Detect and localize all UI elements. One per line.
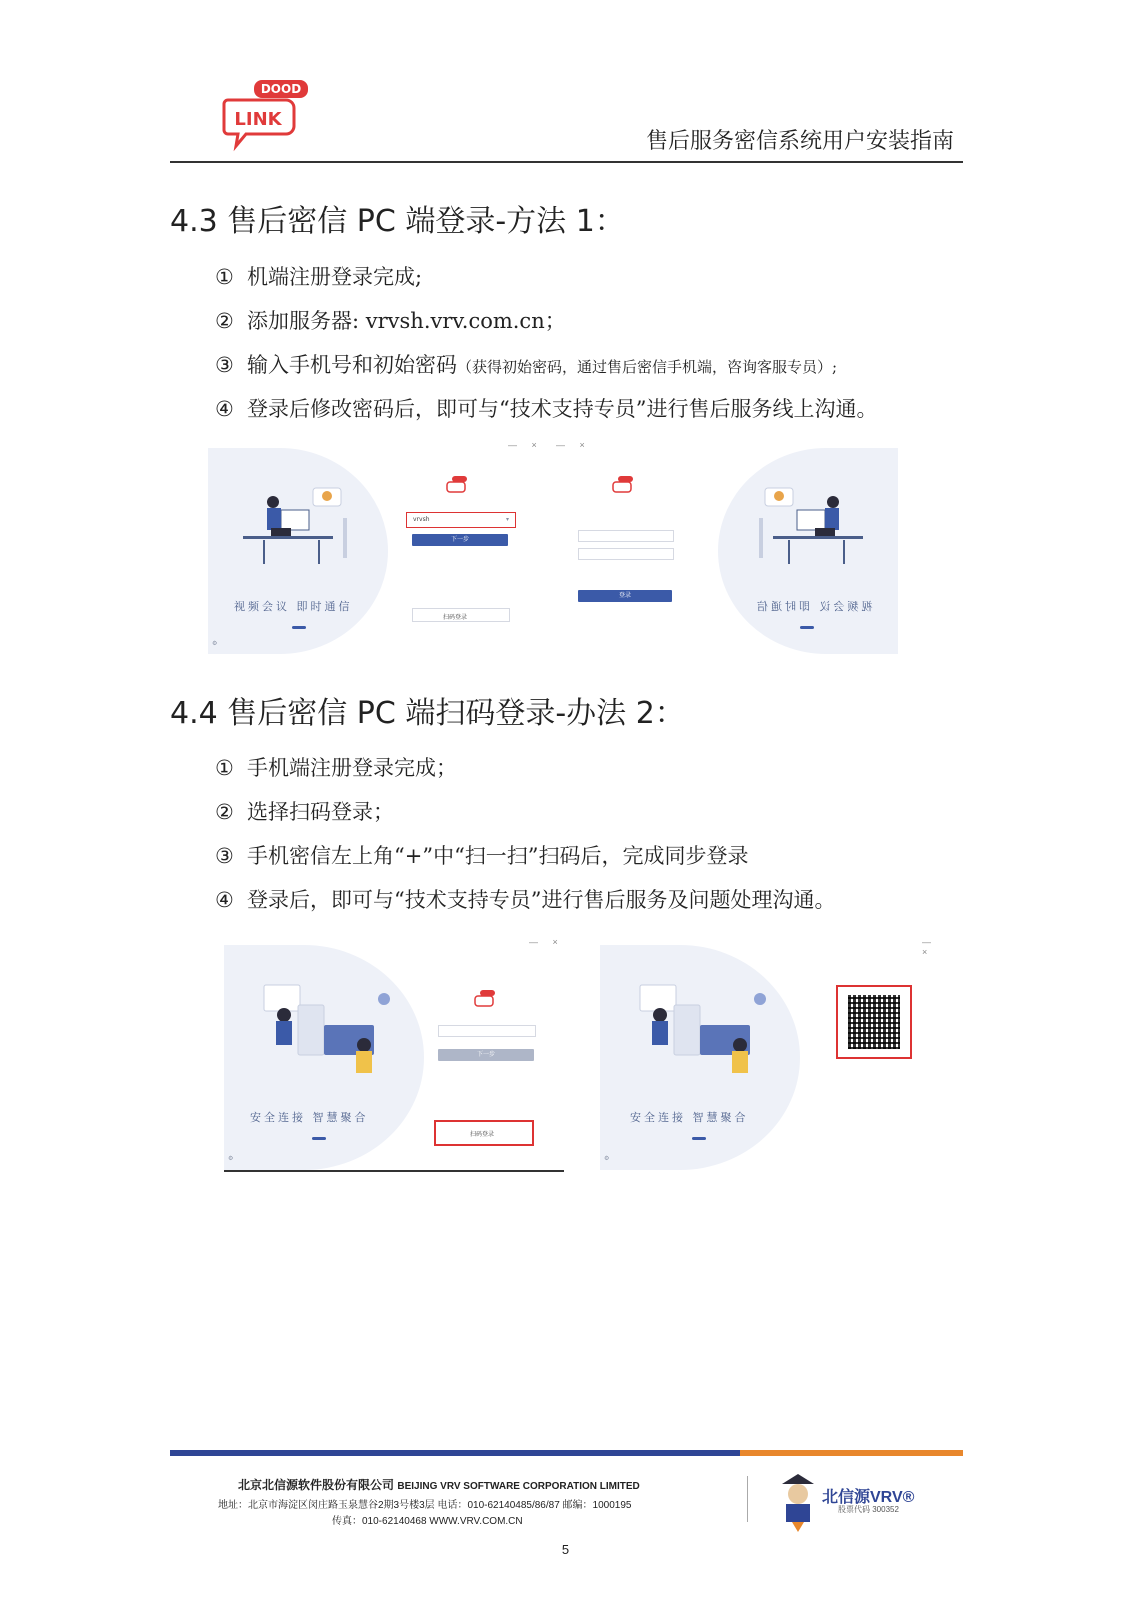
step-number: ① (215, 756, 234, 780)
carousel-indicator (800, 626, 814, 629)
screenshot-caption-mirrored: 视频会议 即时通信 (753, 600, 872, 613)
step-number: ④ (215, 888, 234, 912)
server-select[interactable] (406, 512, 516, 528)
login-button[interactable]: 登录 (578, 590, 672, 602)
step-item (215, 834, 835, 878)
step-note: （获得初始密码，通过售后密信手机端，咨询客服专员）; (457, 358, 838, 376)
vrv-brand: 北信源VRV® (822, 1489, 915, 1506)
doodlink-mini-logo-icon (612, 476, 634, 494)
server-select-value: vrvsh (413, 516, 430, 523)
step-text: 登录后修改密码后，即可与“技术支持专员”进行售后服务线上沟通。 (247, 397, 878, 421)
company-name-cn: 北京北信源软件股份有限公司 (238, 1478, 395, 1492)
step-number: ② (215, 800, 234, 824)
step-text: 手机端注册登录完成； (247, 756, 457, 780)
section-4-4-heading: 4.4 售后密信 PC 端扫码登录-办法 2： (170, 696, 685, 731)
step-text: 添加服务器: vrvsh.vrv.com.cn； (247, 309, 566, 333)
chevron-down-icon: ▾ (505, 516, 509, 523)
step-number: ③ (215, 353, 234, 377)
section-4-3-heading: 4.3 售后密信 PC 端登录-方法 1： (170, 204, 625, 239)
step-text: 登录后，即可与“技术支持专员”进行售后服务及问题处理沟通。 (247, 888, 836, 912)
phone-field[interactable] (578, 530, 674, 542)
step-item (215, 387, 877, 431)
footer-divider (747, 1476, 748, 1522)
footer-bar-blue (170, 1450, 740, 1456)
window-controls[interactable]: — × (922, 937, 937, 957)
footer-bar-orange (740, 1450, 963, 1456)
step-item (215, 343, 877, 387)
window-controls[interactable]: — × (508, 440, 543, 450)
next-step-button[interactable]: 下一步 (412, 534, 508, 546)
next-step-button[interactable]: 下一步 (438, 1049, 534, 1061)
step-number: ③ (215, 844, 234, 868)
qr-code-icon (848, 995, 900, 1049)
window-controls[interactable]: — × (556, 440, 591, 450)
qr-login-label: 扫码登录 (470, 1131, 495, 1138)
step-text: 机端注册登录完成; (247, 265, 423, 289)
step-item (215, 790, 835, 834)
step-item (215, 255, 877, 299)
company-name-en: BEIJING VRV SOFTWARE CORPORATION LIMITED (397, 1481, 640, 1492)
doodlink-logo-icon (222, 78, 312, 150)
section-4-4-steps (215, 746, 835, 922)
step-number: ① (215, 265, 234, 289)
step-text: 输入手机号和初始密码 (247, 353, 457, 377)
office-worker-illustration-icon (233, 488, 363, 568)
page-number: 5 (561, 1542, 570, 1557)
footer-company (238, 1476, 640, 1493)
login-qr-code[interactable] (836, 985, 912, 1059)
screenshot-caption: 视频会议 即时通信 (234, 600, 353, 613)
carousel-indicator (312, 1137, 326, 1140)
qr-login-highlight[interactable] (434, 1120, 534, 1146)
logo-text-top: DOOD (260, 82, 302, 96)
screenshot-caption: 安全连接 智慧聚合 (250, 1111, 369, 1124)
doodlink-mini-logo-icon (446, 476, 468, 494)
step-number: ④ (215, 397, 234, 421)
password-field[interactable] (578, 548, 674, 560)
step-text: 手机密信左上角“+”中“扫一扫”扫码后，完成同步登录 (247, 844, 749, 868)
footer-address: 地址：北京市海淀区闵庄路玉泉慧谷2期3号楼3层 电话：010-62140485/86/87 邮编：1000195 (218, 1500, 632, 1511)
step-item (215, 746, 835, 790)
step-item (215, 878, 835, 922)
doodlink-mini-logo-icon (474, 990, 496, 1008)
logo-text-main: LINK (234, 109, 282, 130)
step-number: ② (215, 309, 234, 333)
carousel-indicator (292, 626, 306, 629)
stock-code: 股票代码 300352 (838, 1505, 899, 1514)
vrv-mascot-icon (778, 1470, 818, 1532)
server-select[interactable] (438, 1025, 536, 1037)
screenshot-caption: 安全连接 智慧聚合 (630, 1111, 749, 1124)
footer-fax-website: 传真：010-62140468 WWW.VRV.COM.CN (332, 1516, 523, 1527)
qr-login-label: 扫码登录 (443, 614, 468, 621)
doodlink-logo (222, 78, 312, 150)
qr-login-button[interactable] (412, 608, 510, 622)
office-worker-illustration-icon (743, 488, 873, 568)
pc-login-screenshot-method-1: 视频会议 即时通信 ⚙ vrvsh ▾ 下一步 扫码登录 — × 登录 — × 视频会议 即时通信 (208, 448, 898, 654)
step-item (215, 299, 877, 343)
carousel-indicator (692, 1137, 706, 1140)
pc-qr-login-screenshot-step-1: 安全连接 智慧聚合 ⚙ 下一步 扫码登录 — × (224, 945, 564, 1172)
header-divider (170, 161, 963, 163)
section-4-3-steps (215, 255, 877, 431)
secure-connection-illustration-icon (254, 975, 404, 1085)
pc-qr-login-screenshot-step-2: 安全连接 智慧聚合 ⚙ — × (600, 945, 950, 1170)
step-text: 选择扫码登录； (247, 800, 394, 824)
secure-connection-illustration-icon (630, 975, 780, 1085)
document-title: 售后服务密信系统用户安装指南 (645, 129, 954, 154)
window-controls[interactable]: — × (529, 937, 564, 947)
